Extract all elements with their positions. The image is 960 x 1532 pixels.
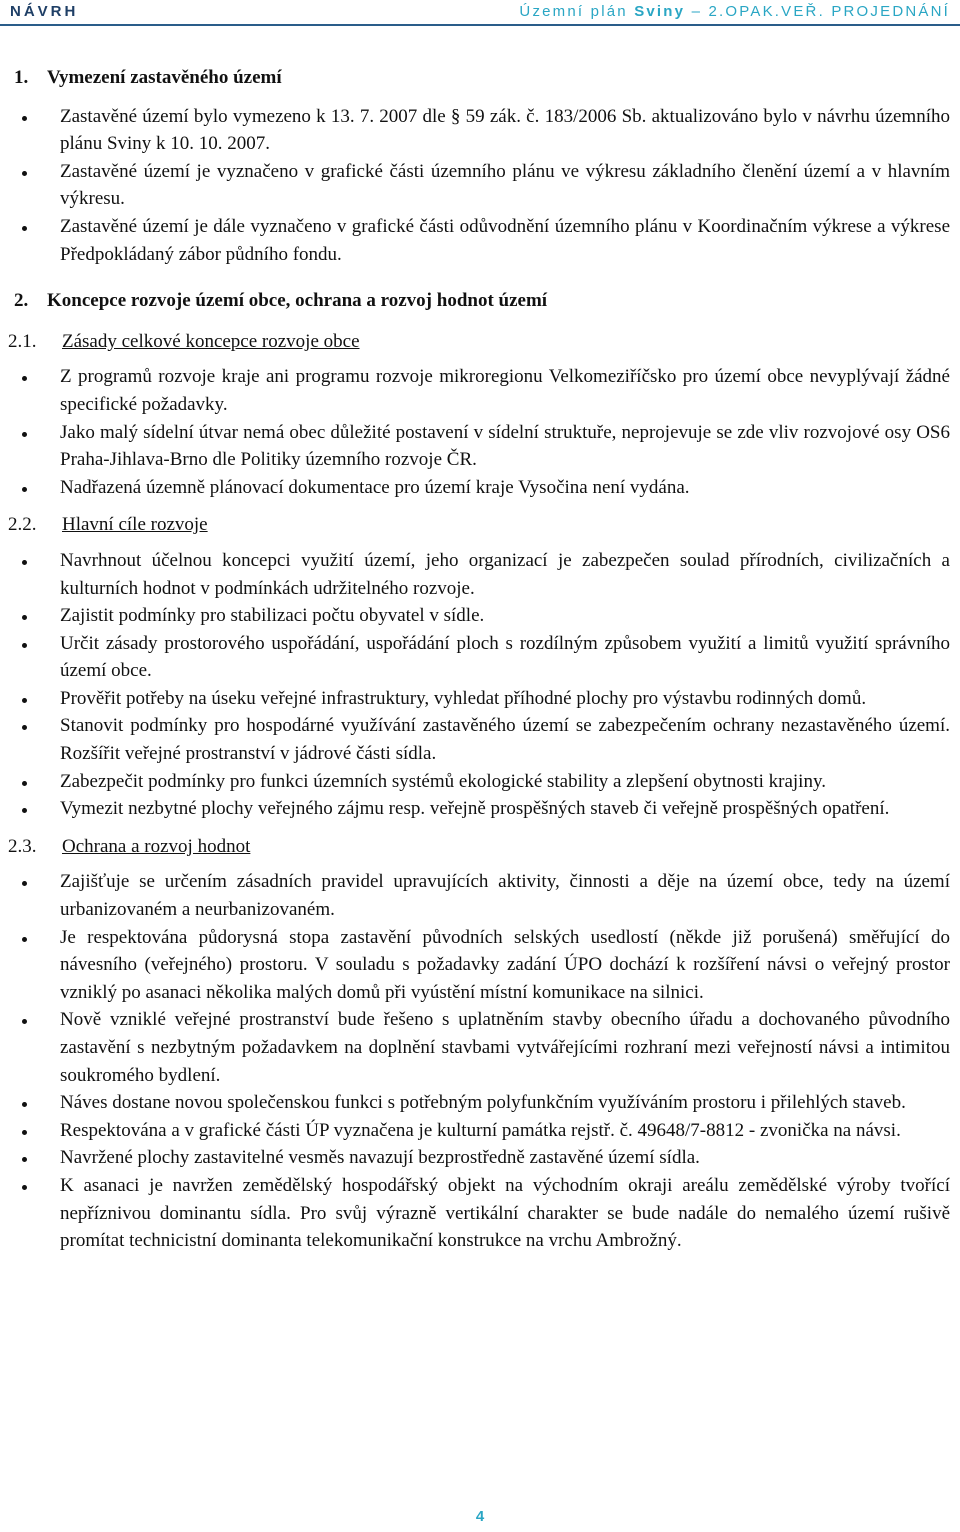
list-item: Navrhnout účelnou koncepci využití území, jeho organizací je zabezpečen soulad přírodních, civilizačních a kulturních hodnot v podmínkách udržitelného rozvoje.: [0, 547, 960, 602]
section-1-list: [0, 103, 960, 269]
page-number: 4: [475, 1508, 485, 1525]
list-item: Jako malý sídelní útvar nemá obec důležité postavení v sídelní struktuře, neprojevuje se zde vliv rozvojové osy OS6 Praha-Jihlava-Brno dle Politiky územního rozvoje ČR.: [0, 419, 960, 474]
list-item: Vymezit nezbytné plochy veřejného zájmu resp. veřejně prospěšných staveb či veřejně prospěšných opatření.: [0, 795, 960, 823]
section-1-heading: 1. Vymezení zastavěného území: [14, 67, 282, 88]
list-item: Je respektována půdorysná stopa zastavění původních selských usedlostí (někde již porušená) směřující do návesního (veřejného) prostoru. V souladu s požadavky zadání ÚPO dochází k rozšíření návsi o veřejný prostor vzniklý po asanaci několika malých domů při vyústění místní komunikace na silnici.: [0, 924, 960, 1007]
subsection-2-3-heading: 2.3. Ochrana a rozvoj hodnot: [8, 835, 251, 857]
list-item: Nově vzniklé veřejné prostranství bude řešeno s uplatněním stavby obecního úřadu a dochovaného původního zastavění s nezbytným požadavkem na doplnění stavbami vytvářejícími rozhraní mezi veřejností návsi a intimitou soukromého bydlení.: [0, 1006, 960, 1089]
list-item: Zajistit podmínky pro stabilizaci počtu obyvatel v sídle.: [0, 602, 960, 630]
list-item: Určit zásady prostorového uspořádání, uspořádání ploch s rozdílným způsobem využití a limitů využití správního území obce.: [0, 630, 960, 685]
subsection-2-2-list: [0, 547, 960, 823]
list-item: Navržené plochy zastavitelné vesměs navazují bezprostředně zastavěné území sídla.: [0, 1144, 960, 1172]
list-item: Respektována a v grafické části ÚP vyznačena je kulturní památka rejstř. č. 49648/7-8812 - zvonička na návsi.: [0, 1117, 960, 1145]
header-document-title: Územní plán Sviny – 2.OPAK.VEŘ. PROJEDNÁNÍ: [519, 3, 950, 20]
list-item: Prověřit potřeby na úseku veřejné infrastruktury, vyhledat příhodné plochy pro výstavbu rodinných domů.: [0, 685, 960, 713]
subsection-2-1-list: [0, 363, 960, 501]
list-item: Zastavěné území bylo vymezeno k 13. 7. 2007 dle § 59 zák. č. 183/2006 Sb. aktualizováno bylo v návrhu územního plánu Sviny k 10. 10. 2007.: [0, 103, 960, 158]
header-draft-label: NÁVRH: [10, 3, 79, 20]
header-divider: [0, 24, 960, 26]
list-item: Zajišťuje se určením zásadních pravidel upravujících aktivity, činnosti a děje na území obce, tedy na území urbanizovaném a neurbanizovaném.: [0, 868, 960, 923]
subsection-2-3-list: [0, 868, 960, 1254]
subsection-2-1-heading: 2.1. Zásady celkové koncepce rozvoje obce: [8, 330, 360, 352]
list-item: Stanovit podmínky pro hospodárné využívání zastavěného území se zabezpečením ochrany nezastavěného území. Rozšířit veřejné prostranství v jádrové části sídla.: [0, 712, 960, 767]
list-item: Nadřazená územně plánovací dokumentace pro území kraje Vysočina není vydána.: [0, 474, 960, 502]
list-item: Zastavěné území je dále vyznačeno v grafické části odůvodnění územního plánu v Koordinačním výkrese a výkrese Předpokládaný zábor půdního fondu.: [0, 213, 960, 268]
list-item: Náves dostane novou společenskou funkci s potřebným polyfunkčním využíváním prostoru i přilehlých staveb.: [0, 1089, 960, 1117]
list-item: Zabezpečit podmínky pro funkci územních systémů ekologické stability a zlepšení obytnosti krajiny.: [0, 768, 960, 796]
list-item: Zastavěné území je vyznačeno v grafické části územního plánu ve výkresu základního členění území a v hlavním výkresu.: [0, 158, 960, 213]
subsection-2-2-heading: 2.2. Hlavní cíle rozvoje: [8, 514, 208, 536]
page-header: [0, 0, 960, 28]
list-item: Z programů rozvoje kraje ani programu rozvoje mikroregionu Velkomeziříčsko pro území obce nevyplývají žádné specifické požadavky.: [0, 363, 960, 418]
list-item: K asanaci je navržen zemědělský hospodářský objekt na východním okraji areálu zemědělské výroby tvořící nepříznivou dominantu sídla. Pro svůj výrazně vertikální charakter se bude nadále do nemalého území rušivě promítat technicistní dominanta telekomunikační konstrukce na vrchu Ambrožný.: [0, 1172, 960, 1255]
section-2-heading: 2. Koncepce rozvoje území obce, ochrana a rozvoj hodnot území: [14, 290, 548, 312]
document-body: [0, 28, 960, 1255]
